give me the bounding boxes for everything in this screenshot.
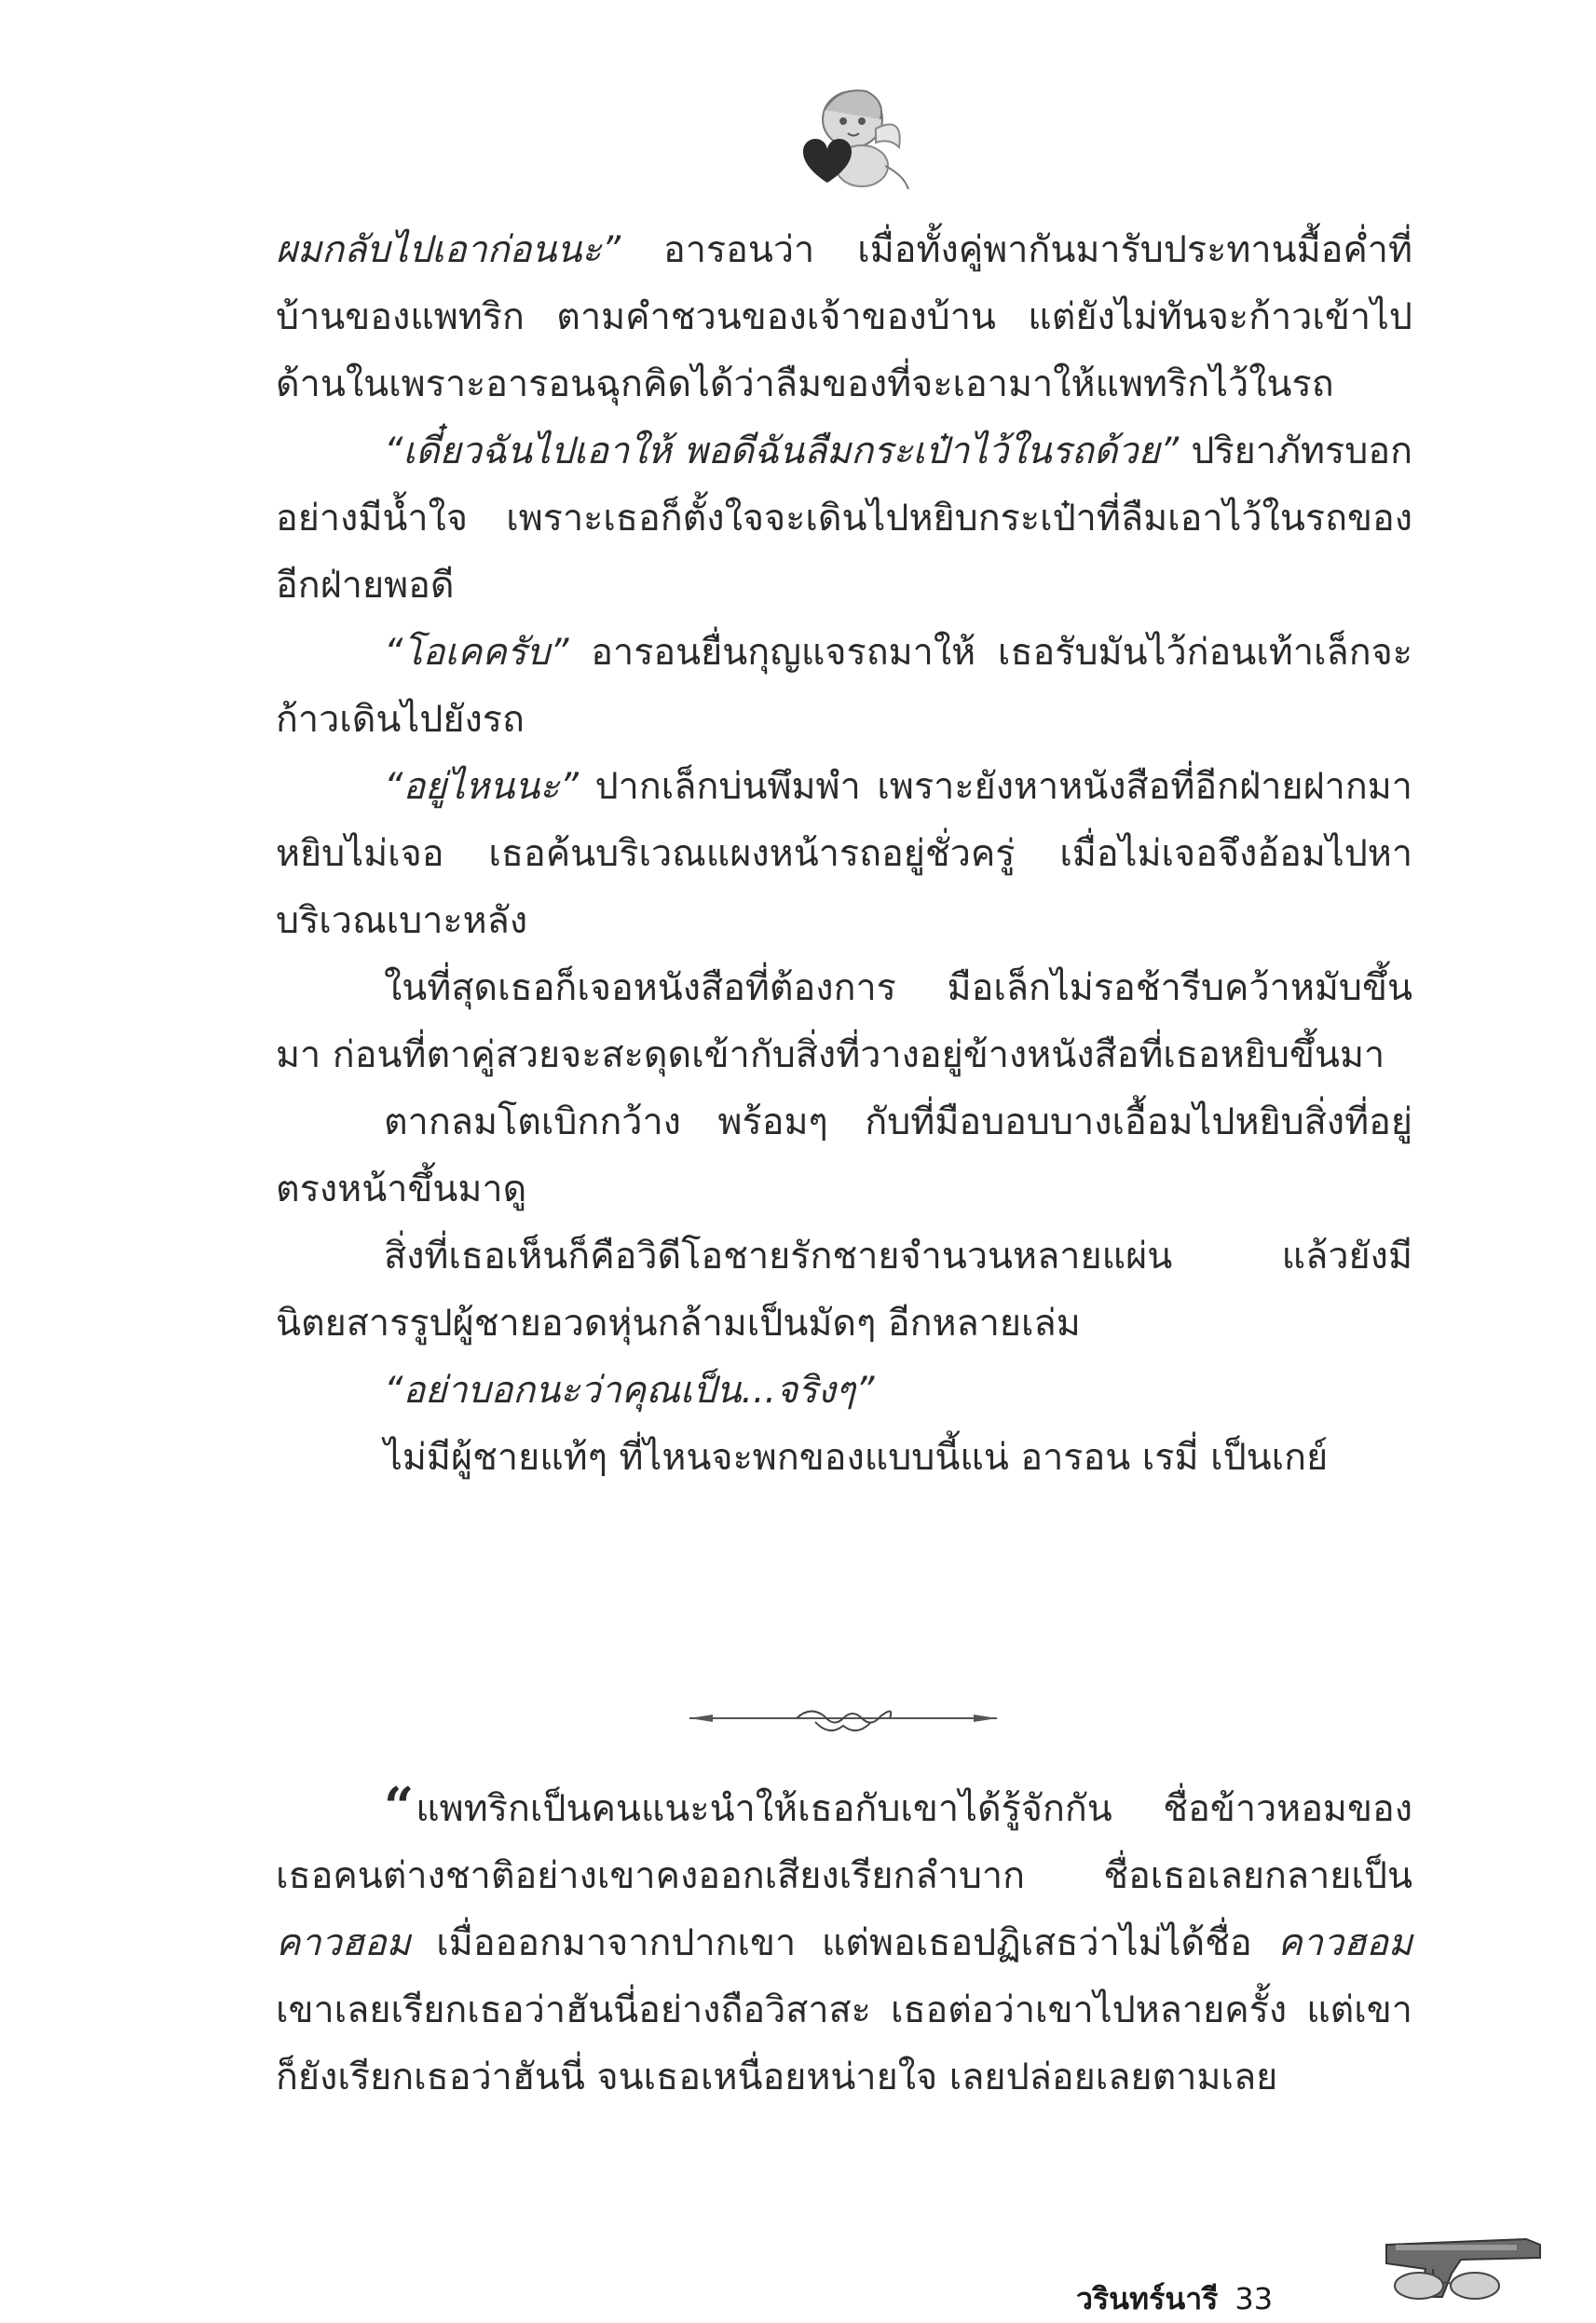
dialogue-text: “อยู่ไหนนะ” [384,765,579,808]
paragraph [276,1424,1412,1491]
page-footer [1076,2275,1273,2323]
footer-title: วรินทร์นารี [1076,2281,1219,2316]
cherub-heart-icon [783,73,913,194]
opening-quote-mark: “ [384,1776,409,1838]
narration-text: ในที่สุดเธอก็เจอหนังสือที่ต้องการ มือเล็กไม่รอช้ารีบคว้าหมับขึ้นมา ก่อนที่ตาคู่สวยจะสะดุดเข้ากับสิ่งที่วางอยู่ข้างหนังสือที่เธอหยิบขึ้นมา [276,966,1412,1076]
narration-text: ปากเล็กบ่นพึมพำ เพราะยังหาหนังสือที่อีกฝ่ายฝากมาหยิบไม่เจอ เธอค้นบริเวณแผงหน้ารถอยู่ชั่วครู่ เมื่อไม่เจอจึงอ้อมไปหาบริเวณเบาะหลัง [276,765,1412,942]
dialogue-text: ผมกลับไปเอาก่อนนะ” [276,228,621,271]
page-number: 33 [1235,2281,1274,2316]
story-block-2 [276,1775,1412,2111]
narration-text: เมื่อออกมาจากปากเขา แต่พอเธอปฏิเสธว่าไม่ได้ชื่อ [410,1921,1278,1964]
paragraph [276,417,1412,619]
dialogue-text: “อย่าบอกนะว่าคุณเป็น...จริงๆ” [384,1369,875,1412]
paragraph [276,1775,1412,2111]
dialogue-text: “เดี๋ยวฉันไปเอาให้ พอดีฉันลืมกระเป๋าไว้ในรถด้วย” [384,430,1180,472]
narration-text: สิ่งที่เธอเห็นก็คือวิดีโอชายรักชายจำนวนหลายแผ่น แล้วยังมีนิตยสารรูปผู้ชายอวดหุ่นกล้ามเป็นมัดๆ อีกหลายเล่ม [276,1235,1412,1345]
paragraph [276,753,1412,954]
paragraph [276,1088,1412,1223]
paragraph [276,954,1412,1088]
paragraph [276,619,1412,753]
pistol-sunglasses-icon [1377,2232,1563,2304]
narration-text: อารอนยื่นกุญแจรถมาให้ เธอรับมันไว้ก่อนเท้าเล็กจะก้าวเดินไปยังรถ [276,631,1412,741]
narration-text: ไม่มีผู้ชายแท้ๆ ที่ไหนจะพกของแบบนี้แน่ อารอน เรมี่ เป็นเกย์ [384,1436,1329,1479]
narration-text: เขาเลยเรียกเธอว่าฮันนี่อย่างถือวิสาสะ เธอต่อว่าเขาไปหลายครั้ง แต่เขาก็ยังเรียกเธอว่าฮันนี่ จนเธอเหนื่อยหน่ายใจ เลยปล่อยเลยตามเลย [276,1988,1412,2098]
dialogue-text: คาวฮอม [276,1921,411,1964]
paragraph [276,216,1412,417]
story-block-1 [276,216,1412,1491]
dialogue-text: คาวฮอม [1277,1921,1412,1964]
narration-text: แพทริกเป็นคนแนะนำให้เธอกับเขาได้รู้จักกัน ชื่อข้าวหอมของเธอคนต่างชาติอย่างเขาคงออกเสียงเรียกลำบาก ชื่อเธอเลยกลายเป็น [276,1787,1412,1897]
scroll-divider-icon [685,1703,1002,1741]
dialogue-text: “โอเคครับ” [384,631,569,674]
narration-text: อารอนว่า เมื่อทั้งคู่พากันมารับประทานมื้อค่ำที่บ้านของแพทริก ตามคำชวนของเจ้าของบ้าน แต่ยังไม่ทันจะก้าวเข้าไปด้านในเพราะอารอนฉุกคิดได้ว่าลืมของที่จะเอามาให้แพทริกไว้ในรถ [276,228,1412,405]
narration-text: ปริยาภัทรบอกอย่างมีน้ำใจ เพราะเธอก็ตั้งใจจะเดินไปหยิบกระเป๋าที่ลืมเอาไว้ในรถของอีกฝ่ายพอดี [276,430,1412,607]
paragraph [276,1357,1412,1424]
paragraph [276,1223,1412,1357]
narration-text: ตากลมโตเบิกกว้าง พร้อมๆ กับที่มือบอบบางเอื้อมไปหยิบสิ่งที่อยู่ตรงหน้าขึ้นมาดู [276,1100,1412,1210]
